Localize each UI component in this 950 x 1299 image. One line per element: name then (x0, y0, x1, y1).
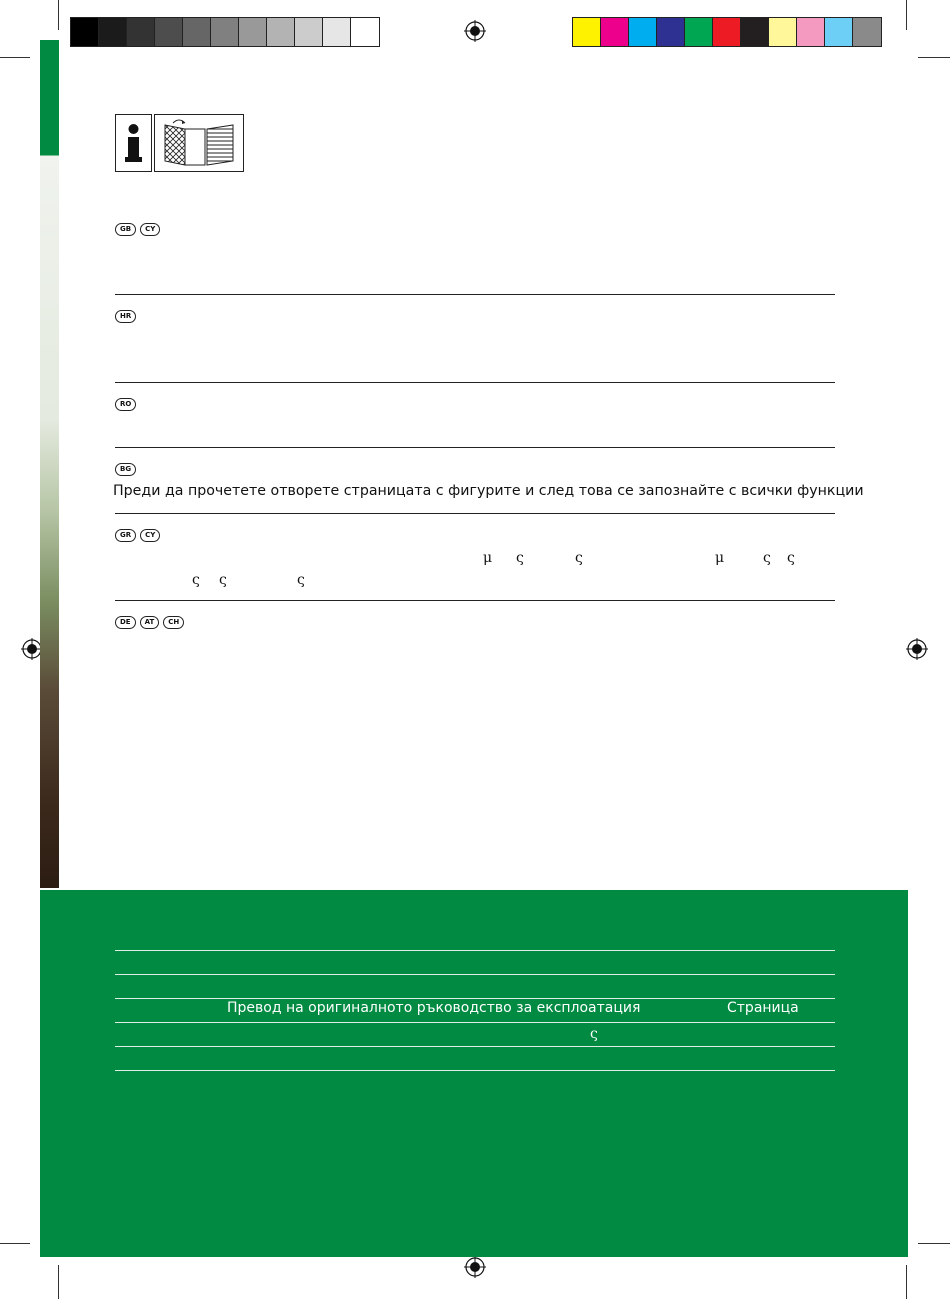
color-swatch-3 (657, 18, 685, 46)
color-swatch-5 (713, 18, 741, 46)
gray-swatch-10 (351, 18, 379, 46)
toc-divider (115, 1022, 835, 1023)
gray-swatch-8 (295, 18, 323, 46)
section-divider (115, 513, 835, 514)
gray-swatch-2 (127, 18, 155, 46)
color-calibration-bar (572, 17, 882, 47)
crop-mark (58, 0, 59, 30)
registration-mark-right (906, 638, 928, 660)
toc-divider (115, 950, 835, 951)
greek-fragment: ς (516, 550, 524, 566)
gray-swatch-1 (99, 18, 127, 46)
toc-divider (115, 1046, 835, 1047)
greek-fragment: ς (763, 550, 771, 566)
section-divider (115, 600, 835, 601)
section-divider (115, 294, 835, 295)
language-badges-hr (115, 310, 136, 323)
color-swatch-8 (797, 18, 825, 46)
bg-instruction-text: Преди да прочетете отворете страницата с фигурите и след това се запознайте с всички функции (113, 483, 864, 499)
crop-mark (918, 1243, 950, 1244)
gray-swatch-3 (155, 18, 183, 46)
language-badges-gr-cy (115, 529, 160, 542)
color-swatch-9 (825, 18, 853, 46)
gray-swatch-9 (323, 18, 351, 46)
crop-mark (0, 57, 30, 58)
lang-badge-at: AT (140, 616, 160, 629)
greek-fragment: μ (715, 550, 725, 566)
toc-gr-fragment: ς (590, 1026, 598, 1042)
info-icon (115, 114, 152, 172)
greek-fragment: ς (192, 572, 200, 588)
greek-fragment: ς (219, 572, 227, 588)
lang-badge-gr: GR (115, 529, 136, 542)
lang-badge-ro: RO (115, 398, 136, 411)
gray-swatch-6 (239, 18, 267, 46)
section-divider (115, 447, 835, 448)
crop-mark (918, 57, 950, 58)
lang-badge-ch: CH (163, 616, 184, 629)
lang-badge-bg: BG (115, 463, 136, 476)
color-swatch-1 (601, 18, 629, 46)
gray-swatch-0 (71, 18, 99, 46)
greek-fragment: ς (787, 550, 795, 566)
lang-badge-hr: HR (115, 310, 136, 323)
toc-bg-title: Превод на оригиналното ръководство за експлоатация (227, 1000, 641, 1016)
color-swatch-4 (685, 18, 713, 46)
greek-fragment: ς (575, 550, 583, 566)
registration-mark-bottom (464, 1256, 486, 1278)
table-of-contents-panel (40, 890, 908, 1257)
greek-fragment: μ (483, 550, 493, 566)
color-swatch-6 (741, 18, 769, 46)
info-icons (115, 114, 244, 172)
color-swatch-10 (853, 18, 881, 46)
decorative-side-strip (40, 40, 59, 888)
crop-mark (906, 0, 907, 30)
crop-mark (0, 1243, 30, 1244)
gray-swatch-7 (267, 18, 295, 46)
language-badges-gb-cy (115, 223, 160, 236)
toc-divider (115, 998, 835, 999)
language-badges-bg (115, 463, 136, 476)
lang-badge-cy-2: CY (140, 529, 160, 542)
toc-divider (115, 974, 835, 975)
lang-badge-de: DE (115, 616, 136, 629)
crop-mark (58, 1265, 59, 1299)
language-badges-ro (115, 398, 136, 411)
gray-scale-bar (70, 17, 380, 47)
gray-swatch-4 (183, 18, 211, 46)
fold-out-page-icon (154, 114, 244, 172)
color-swatch-0 (573, 18, 601, 46)
toc-bg-page-label: Страница (727, 1000, 799, 1016)
registration-mark-top (464, 20, 486, 42)
color-swatch-2 (629, 18, 657, 46)
toc-divider (115, 1070, 835, 1071)
section-divider (115, 382, 835, 383)
gray-swatch-5 (211, 18, 239, 46)
crop-mark (906, 1265, 907, 1299)
language-badges-de-at-ch (115, 616, 184, 629)
lang-badge-cy: CY (140, 223, 160, 236)
greek-fragment: ς (297, 572, 305, 588)
lang-badge-gb: GB (115, 223, 136, 236)
color-swatch-7 (769, 18, 797, 46)
